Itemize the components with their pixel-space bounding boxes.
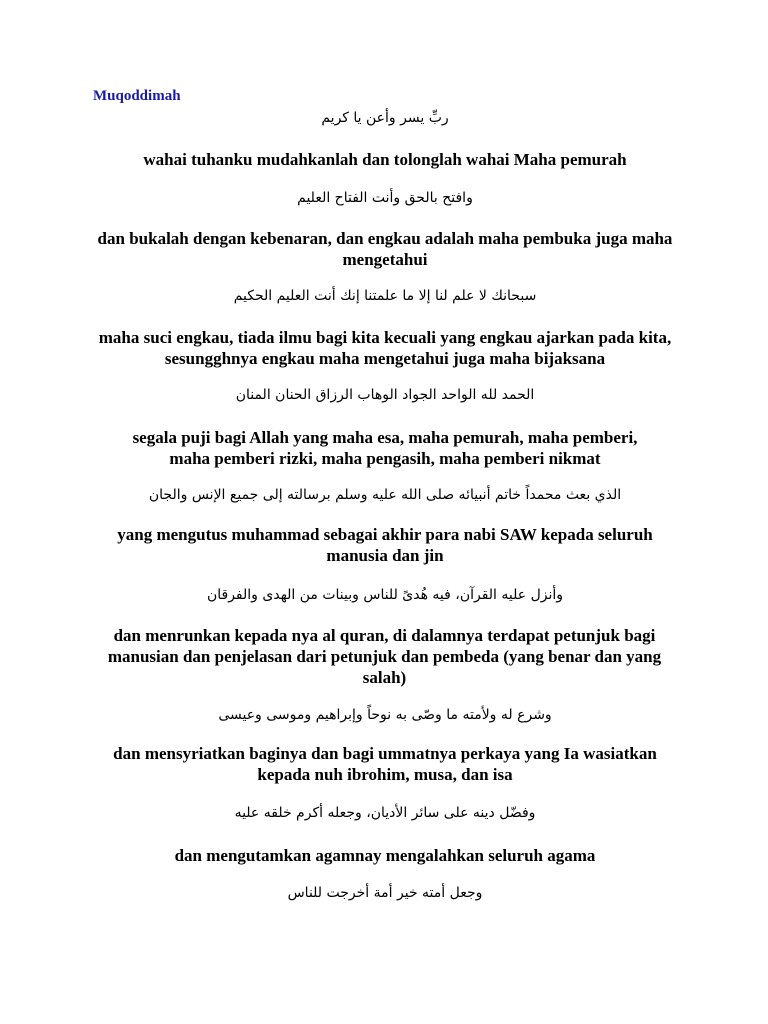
document-heading: Muqoddimah — [93, 88, 181, 104]
translation-line-3: maha suci engkau, tiada ilmu bagi kita kecuali yang engkau ajarkan pada kita, sesungghnya engkau maha mengetahui juga maha bijaksana — [98, 328, 672, 368]
translation-line-4: segala puji bagi Allah yang maha esa, maha pemurah, maha pemberi, maha pemberi rizki, maha pengasih, maha pemberi nikmat — [132, 428, 638, 468]
translation-line-6: dan menrunkan kepada nya al quran, di dalamnya terdapat petunjuk bagi manusian dan penjelasan dari petunjuk dan pembeda (yang benar dan yang salah) — [107, 626, 662, 687]
arabic-line-2: وافتح بالحق وأنت الفتاح العليم — [297, 190, 473, 206]
arabic-line-8: وفضّل دينه على سائر الأديان، وجعله أكرم خلقه عليه — [234, 805, 536, 821]
translation-line-8: dan mengutamkan agamnay mengalahkan seluruh agama — [174, 846, 596, 865]
translation-line-2: dan bukalah dengan kebenaran, dan engkau adalah maha pembuka juga maha mengetahui — [97, 229, 673, 269]
translation-line-5: yang mengutus muhammad sebagai akhir para nabi SAW kepada seluruh manusia dan jin — [117, 525, 653, 565]
arabic-line-3: سبحانك لا علم لنا إلا ما علمتنا إنك أنت العليم الحكيم — [233, 288, 537, 304]
arabic-line-6: وأنزل عليه القرآن، فيه هُدىً للناس وبينات من الهدى والفرقان — [206, 587, 564, 603]
translation-line-1: wahai tuhanku mudahkanlah dan tolonglah wahai Maha pemurah — [143, 150, 627, 169]
arabic-line-1: ربِّ يسر وأعن يا كريم — [321, 110, 449, 126]
translation-line-7: dan mensyriatkan baginya dan bagi ummatnya perkaya yang Ia wasiatkan kepada nuh ibrohim, musa, dan isa — [113, 744, 657, 784]
arabic-line-9: وجعل أمته خير أمة أخرجت للناس — [287, 885, 483, 901]
arabic-line-7: وشرع له ولأمته ما وصّى به نوحاً وإبراهيم وموسى وعيسى — [218, 707, 552, 723]
arabic-line-4: الحمد لله الواحد الجواد الوهاب الرزاق الحنان المنان — [235, 387, 535, 403]
arabic-line-5: الذي بعث محمداً خاتم أنبيائه صلى الله عليه وسلم برسالته إلى جميع الإنس والجان — [148, 487, 622, 503]
